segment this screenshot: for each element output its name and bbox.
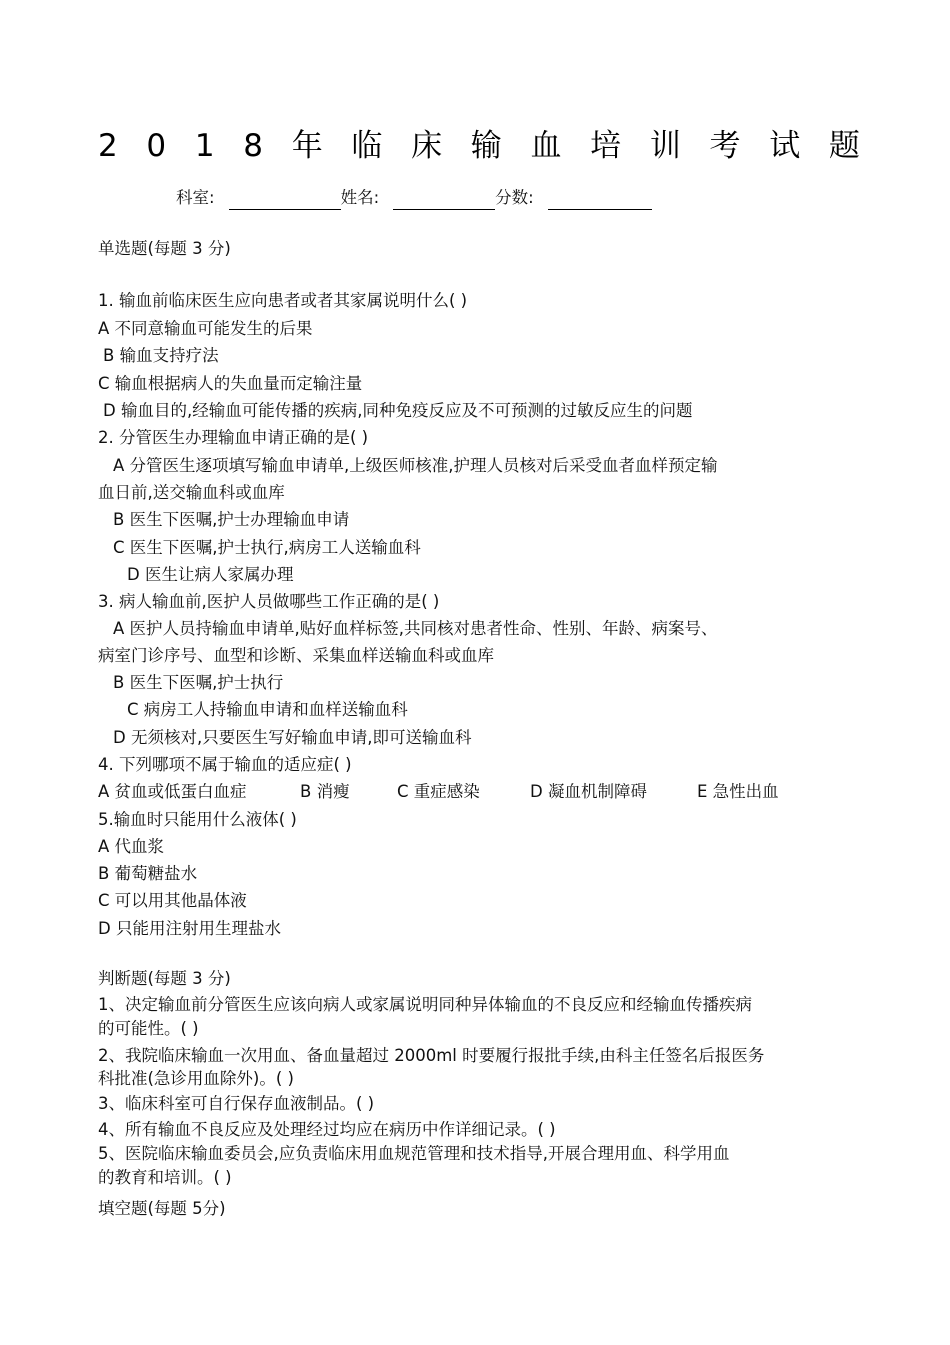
q1-option-a: A 不同意输血可能发生的后果 (98, 319, 313, 338)
title-char: 输 (470, 128, 502, 164)
tf-1-line2: 的可能性。( ) (98, 1019, 199, 1038)
question-4: 4. 下列哪项不属于输血的适应症( ) (98, 755, 352, 774)
title-char: 培 (590, 128, 622, 164)
title-char: 0 (146, 128, 167, 164)
title-char: 1 (194, 128, 215, 164)
title-char: 临 (351, 128, 383, 164)
title-char: 试 (769, 128, 801, 164)
title-char: 训 (649, 128, 681, 164)
title-char: 血 (530, 128, 562, 164)
q4-option-a: A 贫血或低蛋白血症 (98, 782, 247, 801)
tf-5-line2: 的教育和培训。( ) (98, 1168, 232, 1187)
title-char: 考 (709, 128, 741, 164)
dept-blank[interactable] (229, 191, 341, 210)
score-label: 分数: (495, 188, 534, 207)
title-char: 题 (828, 128, 860, 164)
name-blank[interactable] (393, 191, 495, 210)
title-char: 2 (98, 128, 118, 164)
q3-option-c: C 病房工人持输血申请和血样送输血科 (127, 700, 408, 719)
q4-option-c: C 重症感染 (397, 782, 480, 801)
q4-option-d: D 凝血机制障碍 (530, 782, 647, 801)
question-2: 2. 分管医生办理输血申请正确的是( ) (98, 428, 369, 447)
tf-5-line1: 5、医院临床输血委员会,应负责临床用血规范管理和技术指导,开展合理用血、科学用血 (98, 1144, 730, 1163)
q3-option-d: D 无须核对,只要医生写好输血申请,即可送输血科 (113, 728, 472, 747)
tf-3: 3、临床科室可自行保存血液制品。( ) (98, 1094, 375, 1113)
tf-1-line1: 1、决定输血前分管医生应该向病人或家属说明同种异体输血的不良反应和经输血传播疾病 (98, 995, 752, 1014)
question-3: 3. 病人输血前,医护人员做哪些工作正确的是( ) (98, 592, 440, 611)
tf-2-line2: 科批准(急诊用血除外)。( ) (98, 1069, 294, 1088)
q1-option-b: B 输血支持疗法 (103, 346, 219, 365)
exam-title (98, 124, 860, 168)
q3-option-b: B 医生下医嘱,护士执行 (113, 673, 284, 692)
title-char: 8 (243, 128, 263, 164)
dept-label: 科室: (176, 188, 215, 207)
tf-2-line1: 2、我院临床输血一次用血、备血量超过 2000ml 时要履行报批手续,由科主任签名后报医务 (98, 1046, 765, 1065)
name-label: 姓名: (340, 188, 380, 207)
q2-option-a-line1: A 分管医生逐项填写输血申请单,上级医师核准,护理人员核对后采受血者血样预定输 (113, 456, 718, 475)
info-row (176, 186, 652, 210)
q3-option-a-line2: 病室门诊序号、血型和诊断、采集血样送输血科或血库 (98, 646, 494, 665)
q2-option-c: C 医生下医嘱,护士执行,病房工人送输血科 (113, 538, 421, 557)
q1-option-c: C 输血根据病人的失血量而定输注量 (98, 374, 363, 393)
q1-option-d: D 输血目的,经输血可能传播的疾病,同种免疫反应及不可预测的过敏反应生的问题 (103, 401, 693, 420)
score-blank[interactable] (548, 191, 652, 210)
q5-option-d: D 只能用注射用生理盐水 (98, 919, 281, 938)
q5-option-c: C 可以用其他晶体液 (98, 891, 247, 910)
q3-option-a-line1: A 医护人员持输血申请单,贴好血样标签,共同核对患者性命、性别、年龄、病案号、 (113, 619, 718, 638)
tf-4: 4、所有输血不良反应及处理经过均应在病历中作详细记录。( ) (98, 1120, 556, 1139)
q2-option-d: D 医生让病人家属办理 (127, 565, 294, 584)
q4-option-b: B 消瘦 (300, 782, 350, 801)
q2-option-b: B 医生下医嘱,护士办理输血申请 (113, 510, 350, 529)
title-char: 年 (291, 128, 323, 164)
question-1: 1. 输血前临床医生应向患者或者其家属说明什么( ) (98, 291, 468, 310)
question-5: 5.输血时只能用什么液体( ) (98, 810, 297, 829)
section-heading-single-choice: 单选题(每题 3 分) (98, 239, 231, 258)
q2-option-a-line2: 血日前,送交输血科或血库 (98, 483, 285, 502)
title-char: 床 (411, 128, 443, 164)
section-heading-true-false: 判断题(每题 3 分) (98, 969, 231, 988)
q5-option-b: B 葡萄糖盐水 (98, 864, 198, 883)
q4-option-e: E 急性出血 (697, 782, 779, 801)
q5-option-a: A 代血浆 (98, 837, 165, 856)
section-heading-fill-in: 填空题(每题 5分) (98, 1199, 226, 1218)
